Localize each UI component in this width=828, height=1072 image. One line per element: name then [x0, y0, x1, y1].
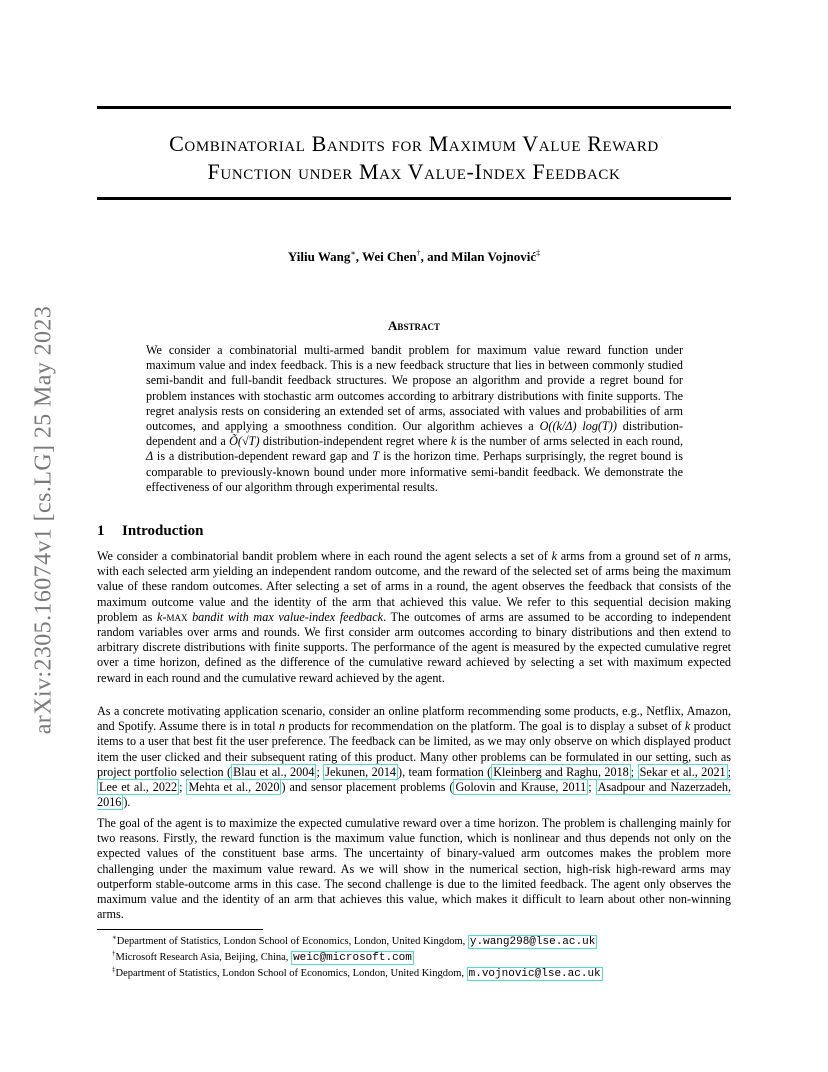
math-inline: k: [156, 609, 163, 624]
email-link[interactable]: m.vojnovic@lse.ac.uk: [468, 968, 601, 980]
footnote-mark: †: [112, 949, 116, 958]
citation-separator: ;: [630, 764, 638, 779]
abstract-text: is a distribution-dependent reward gap and: [153, 449, 373, 464]
abstract-text: We consider a combinatorial multi-armed bandit problem for maximum value reward function under maximum value and index feedback. This is a new feedback structure that lies in between commonly studied semi-bandit and full-bandit feedback structures. We propose an algorithm and provide a regret bound for problem instances with stochastic arm outcomes according to arbitrary distributions with finite supports. The regret analysis rests on considering an extended set of arms, associated with values and probabilities of arm outcomes, and applying a smoothness condition. Our algorithm achieves a: [146, 343, 683, 434]
section-heading: [97, 523, 203, 540]
paragraph-3: The goal of the agent is to maximize the expected cumulative reward over a time horizon. The problem is challenging mainly for two reasons. Firstly, the reward function is the maximum value function, which is nonlinear and thus depends not only on the expected values of the constituent base arms. The uncertainty of binary-valued arm outcomes makes the problem more challenging under the maximum value reward. As we will show in the numerical section, high-risk high-reward arms may outperform stable-outcome arms in this case. The second challenge is due to the limited feedback. The agent only observes the maximum value and the identity of an arm that achieves this value, which makes it difficult to learn about other non-winning arms.: [97, 816, 731, 922]
paragraph-text: ).: [123, 795, 131, 810]
footnotes: [112, 934, 732, 982]
abstract-text: is the horizon time. Perhaps surprisingly, the regret bound is comparable to previously-known bound under more informative semi-bandit feedback. We demonstrate the effectiveness of our algorithm through experimental results.: [146, 449, 684, 494]
math-inline: O((k/Δ) log(T)): [539, 419, 617, 434]
paragraph-text: -max: [162, 609, 193, 624]
title-line-2: Function under Max Value-Index Feedback: [207, 159, 621, 184]
citation-separator: ;: [179, 780, 187, 795]
paragraph-text: . The outcomes of arms are assumed to be according to independent random variables over arms and rounds. We first consider arm outcomes according to binary distributions and then extend to arbitrary discrete distributions with finite supports. The performance of the agent is measured by the expected cumulative regret over a time horizon, defined as the difference of the cumulative reward achieved by selecting a set with maximum expected reward in each round and the cumulative reward achieved by the agent.: [97, 609, 731, 685]
abstract-text: distribution-independent regret where: [259, 434, 451, 449]
author-name: Yiliu Wang: [287, 249, 351, 264]
citation-link[interactable]: Mehta et al., 2020: [188, 780, 280, 795]
footnote-text: Department of Statistics, London School of Economics, London, United Kingdom,: [116, 936, 468, 947]
author-separator: ,: [355, 249, 363, 264]
abstract-heading: Abstract: [388, 318, 440, 333]
footnote: [112, 950, 732, 966]
email-link[interactable]: weic@microsoft.com: [293, 952, 412, 964]
math-inline: Δ: [146, 449, 154, 464]
math-inline: k: [684, 719, 691, 734]
footnote-rule: [97, 929, 263, 930]
paragraph-1: [97, 549, 731, 686]
footnote-text: Microsoft Research Asia, Beijing, China,: [115, 952, 292, 963]
citation-link[interactable]: Blau et al., 2004: [233, 764, 315, 779]
paragraph-text: product items to a user that best fit the user preference. The feedback can be limited, as we may only observe on which displayed product item the user clicked and their subsequent rating of this product. Many other problems can be formulated in our setting, such as project portfolio selection (: [97, 719, 731, 779]
affiliation-mark: †: [416, 248, 421, 258]
paragraph-text: arms, with each selected arm yielding an independent random outcome, and the reward of the selected set of arms being the maximum value of these random outcomes. After selecting a set of arms in a round, the agent observes the feedback that consists of the maximum outcome value and the identity of the arm that achieved this value. We refer to this sequential decision making problem as: [97, 549, 731, 624]
section-number: 1: [97, 523, 105, 539]
math-inline: Õ(√T): [229, 434, 260, 449]
math-inline: k: [450, 434, 457, 449]
paragraph-text: arms from a ground set of: [557, 549, 695, 563]
title-top-rule: [97, 106, 731, 109]
math-inline: T: [372, 449, 380, 464]
arxiv-identifier: arXiv:2305.16074v1 [cs.LG] 25 May 2023: [30, 305, 57, 735]
math-inline: k: [551, 549, 557, 563]
author-name: Milan Vojnović: [451, 249, 537, 264]
title-line-1: Combinatorial Bandits for Maximum Value Reward: [169, 131, 659, 156]
math-inline: n: [278, 719, 285, 734]
paragraph-2: [97, 704, 731, 810]
citation-link[interactable]: Lee et al., 2022: [99, 780, 178, 795]
footnote: [112, 934, 732, 950]
citation-link[interactable]: Asadpour and Nazerzadeh, 2016: [97, 780, 732, 810]
footnote-mark: ‡: [112, 965, 116, 974]
emphasized-term: bandit with max value-index feedback: [192, 609, 384, 624]
citation-link[interactable]: Golovin and Krause, 2011: [455, 780, 587, 795]
abstract-text: distribution-dependent and a: [146, 419, 683, 449]
paragraph-text: products for recommendation on the platform. The goal is to display a subset of: [284, 719, 685, 734]
paragraph-text: We consider a combinatorial bandit problem where in each round the agent selects a set of: [97, 549, 552, 563]
footnote-text: Department of Statistics, London School of Economics, London, United Kingdom,: [115, 968, 467, 979]
abstract-body: [146, 343, 683, 495]
section-title: Introduction: [122, 523, 204, 539]
email-link[interactable]: y.wang298@lse.ac.uk: [469, 936, 596, 948]
citation-separator: ;: [588, 780, 596, 795]
citation-link[interactable]: Kleinberg and Raghu, 2018: [493, 764, 629, 779]
citation-separator: ;: [727, 764, 732, 779]
author-list: [97, 249, 731, 265]
footnote-mark: ∗: [112, 933, 117, 942]
paper-title: [97, 130, 731, 186]
author-separator: , and: [420, 249, 452, 264]
affiliation-mark: ‡: [536, 248, 541, 258]
footnote: [112, 966, 732, 982]
author-name: Wei Chen: [362, 249, 417, 264]
affiliation-mark: ∗: [350, 248, 356, 258]
citation-link[interactable]: Jekunen, 2014: [325, 764, 397, 779]
citation-link[interactable]: Sekar et al., 2021: [639, 764, 726, 779]
title-bottom-rule: [97, 197, 731, 200]
abstract-text: is the number of arms selected in each round,: [456, 434, 683, 449]
paragraph-text: As a concrete motivating application scenario, consider an online platform recommending some products, e.g., Netflix, Amazon, and Spotify. Assume there is in total: [97, 704, 731, 734]
math-inline: n: [694, 549, 701, 563]
paragraph-text: ), team formation (: [398, 764, 492, 779]
citation-separator: ;: [316, 764, 324, 779]
paragraph-text: ) and sensor placement problems (: [281, 780, 454, 795]
